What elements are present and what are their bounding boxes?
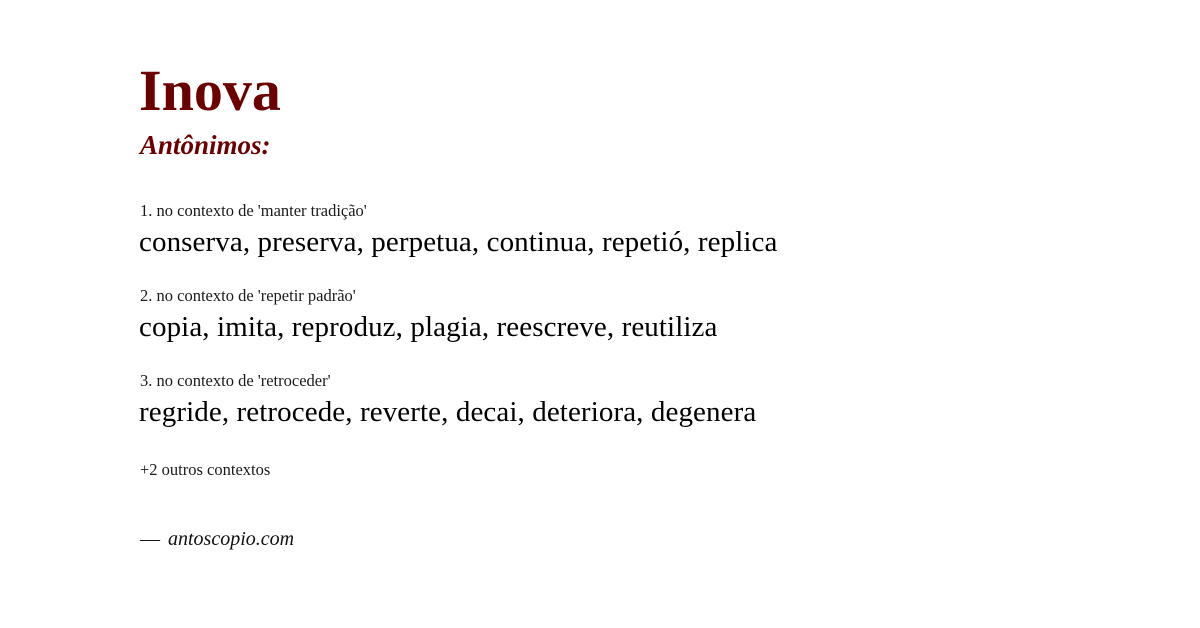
sense-words: conserva, preserva, perpetua, continua, repetió, replica xyxy=(139,225,778,258)
sense-list xyxy=(139,201,1140,430)
source-name: antoscopio.com xyxy=(168,528,295,551)
list-item xyxy=(139,201,1140,260)
sense-words: copia, imita, reproduz, plagia, reescreve, reutiliza xyxy=(139,310,718,343)
section-subtitle: Antônimos: xyxy=(140,130,271,160)
sense-context: 3. no contexto de 'retroceder' xyxy=(140,371,331,391)
sense-context: 1. no contexto de 'manter tradição' xyxy=(140,201,367,220)
page-title: Inova xyxy=(139,58,281,123)
em-dash: — xyxy=(140,528,160,551)
sense-words: regride, retrocede, reverte, decai, deteriora, degenera xyxy=(139,395,757,428)
source-attribution xyxy=(140,528,1140,551)
list-item xyxy=(139,286,1140,345)
more-contexts-label: +2 outros contextos xyxy=(140,460,271,480)
list-item xyxy=(139,371,1140,430)
sense-context: 2. no contexto de 'repetir padrão' xyxy=(140,286,356,306)
